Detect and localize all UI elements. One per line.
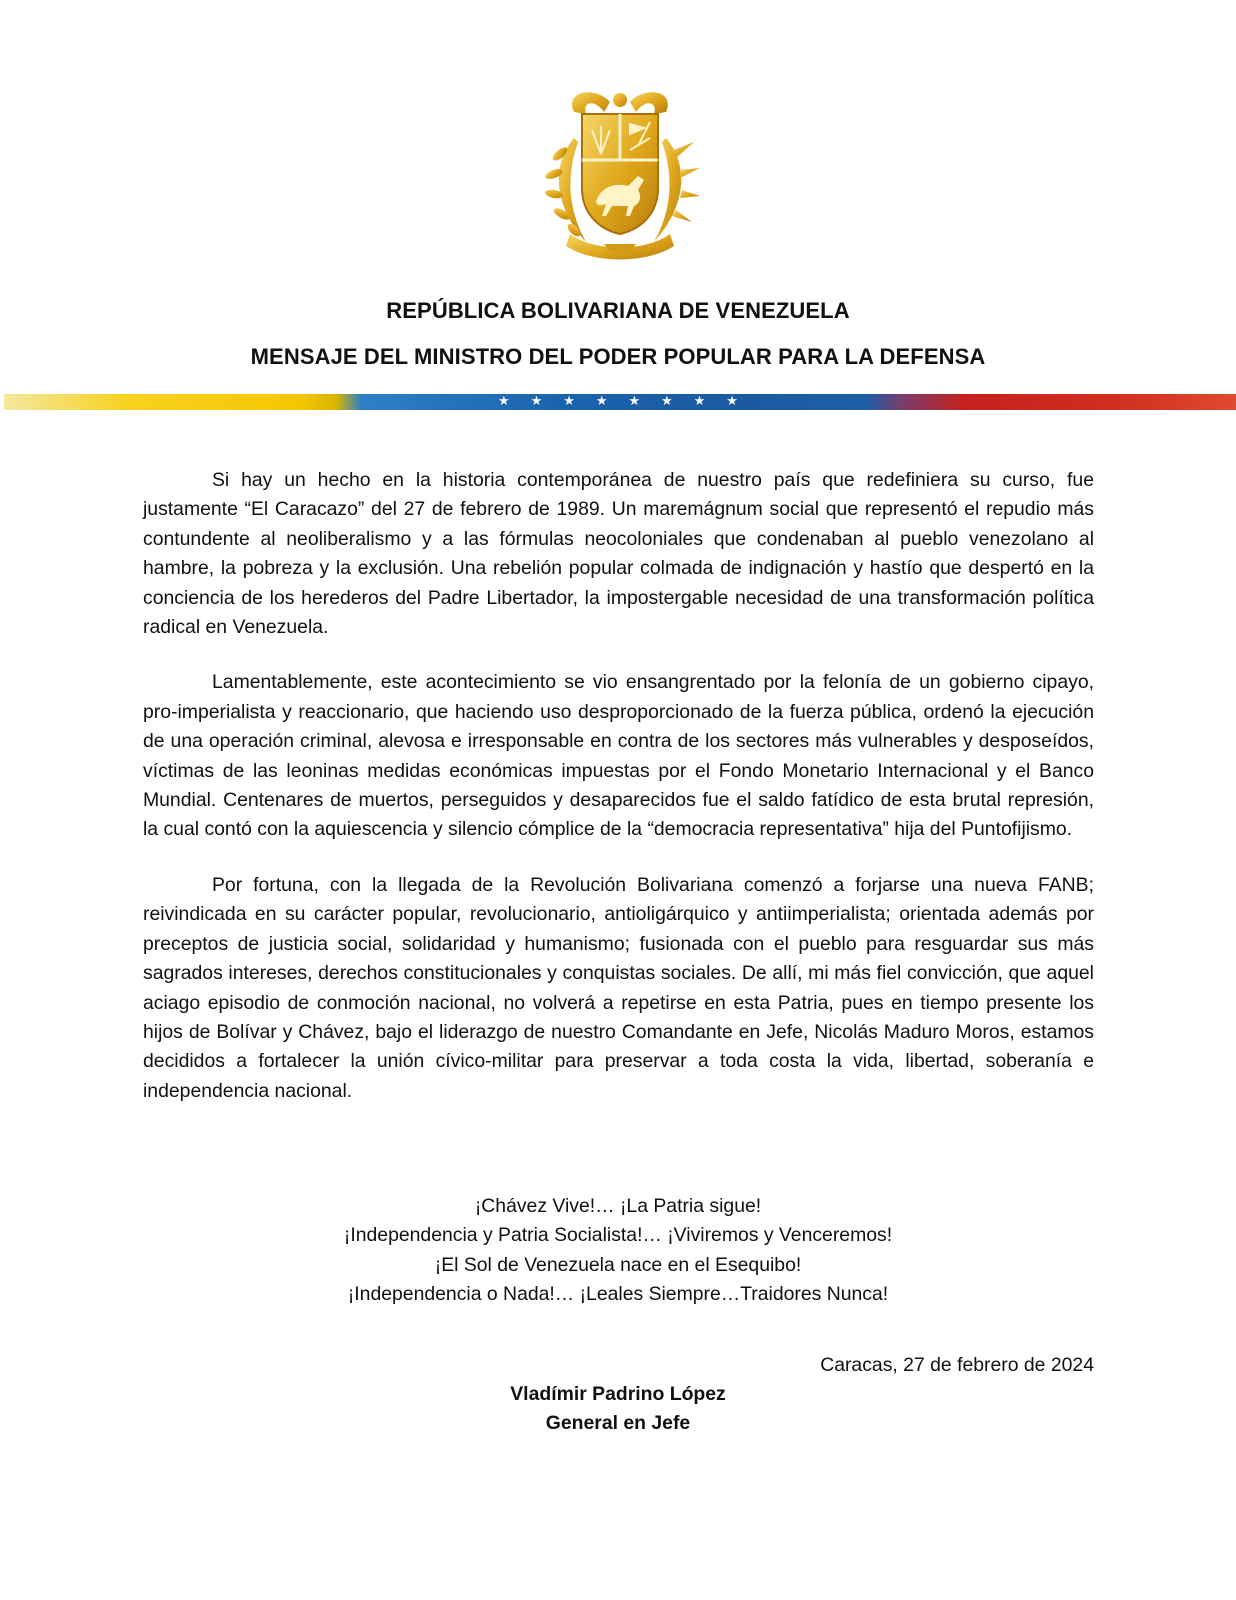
star-icon: ★ (530, 393, 543, 409)
star-icon: ★ (628, 393, 641, 409)
place-date: Caracas, 27 de febrero de 2024 (820, 1354, 1094, 1376)
slogan-line: ¡Independencia y Patria Socialista!… ¡Viviremos y Venceremos! (343, 1224, 893, 1247)
slogan-line: ¡El Sol de Venezuela nace en el Esequibo! (434, 1253, 802, 1276)
signer-name: Vladímir Padrino López (510, 1383, 726, 1405)
signer-rank: General en Jefe (545, 1412, 691, 1434)
message-body (143, 466, 1094, 1132)
star-icon: ★ (595, 393, 608, 409)
slogan-line: ¡Chávez Vive!… ¡La Patria sigue! (474, 1195, 762, 1217)
star-icon: ★ (661, 393, 673, 409)
star-icon: ★ (693, 393, 706, 409)
star-icon: ★ (498, 393, 510, 409)
star-icon: ★ (726, 393, 738, 409)
republic-title: REPÚBLICA BOLIVARIANA DE VENEZUELA (386, 298, 850, 323)
coat-of-arms-icon (534, 84, 706, 266)
slogans-block (0, 1192, 1236, 1310)
star-icon: ★ (563, 393, 575, 409)
message-subtitle: MENSAJE DEL MINISTRO DEL PODER POPULAR PARA LA DEFENSA (250, 344, 986, 369)
paragraph: Por fortuna, con la llegada de la Revolución Bolivariana comenzó a forjarse una nueva FANB; reivindicada en su carácter popular, revolucionario, antioligárquico y antiimperialista; orientada además por preceptos de justicia social, solidaridad y humanismo; fusionada con el pueblo para resguardar sus más sagrados intereses, derechos constitucionales y conquistas sociales. De allí, mi más fiel convicción, que aquel aciago episodio de conmoción nacional, no volverá a repetirse en esta Patria, pues en tiempo presente los hijos de Bolívar y Chávez, bajo el liderazgo de nuestro Comandante en Jefe, Nicolás Maduro Moros, estamos decididos a fortalecer la unión cívico-militar para preservar a toda costa la vida, libertad, soberanía e independencia nacional. (143, 873, 1094, 1102)
paragraph: Lamentablemente, este acontecimiento se vio ensangrentado por la felonía de un gobierno cipayo, pro-imperialista y reaccionario, que haciendo uso desproporcionado de la fuerza pública, ordenó la ejecución de una operación criminal, alevosa e irresponsable en contra de los sectores más vulnerables y desposeídos, víctimas de las leoninas medidas económicas impuestas por el Fondo Monetario Internacional y el Banco Mundial. Centenares de muertos, perseguidos y desaparecidos fue el saldo fatídico de esta brutal represión, la cual contó con la aquiescencia y silencio cómplice de la “democracia representativa” hija del Puntofijismo. (143, 671, 1094, 841)
flag-stars (498, 392, 738, 410)
paragraph: Si hay un hecho en la historia contemporánea de nuestro país que redefiniera su curso, fue justamente “El Caracazo” del 27 de febrero de 1989. Un maremágnum social que representó el repudio más contundente al neoliberalismo y a las fórmulas neocoloniales que condenaban al pueblo venezolano al hambre, la pobreza y la exclusión. Una rebelión popular colmada de indignación y hastío que despertó en la conciencia de los herederos del Padre Libertador, la impostergable necesidad de una transformación política radical en Venezuela. (143, 469, 1094, 639)
slogan-line: ¡Independencia o Nada!… ¡Leales Siempre…Traidores Nunca! (347, 1283, 889, 1306)
